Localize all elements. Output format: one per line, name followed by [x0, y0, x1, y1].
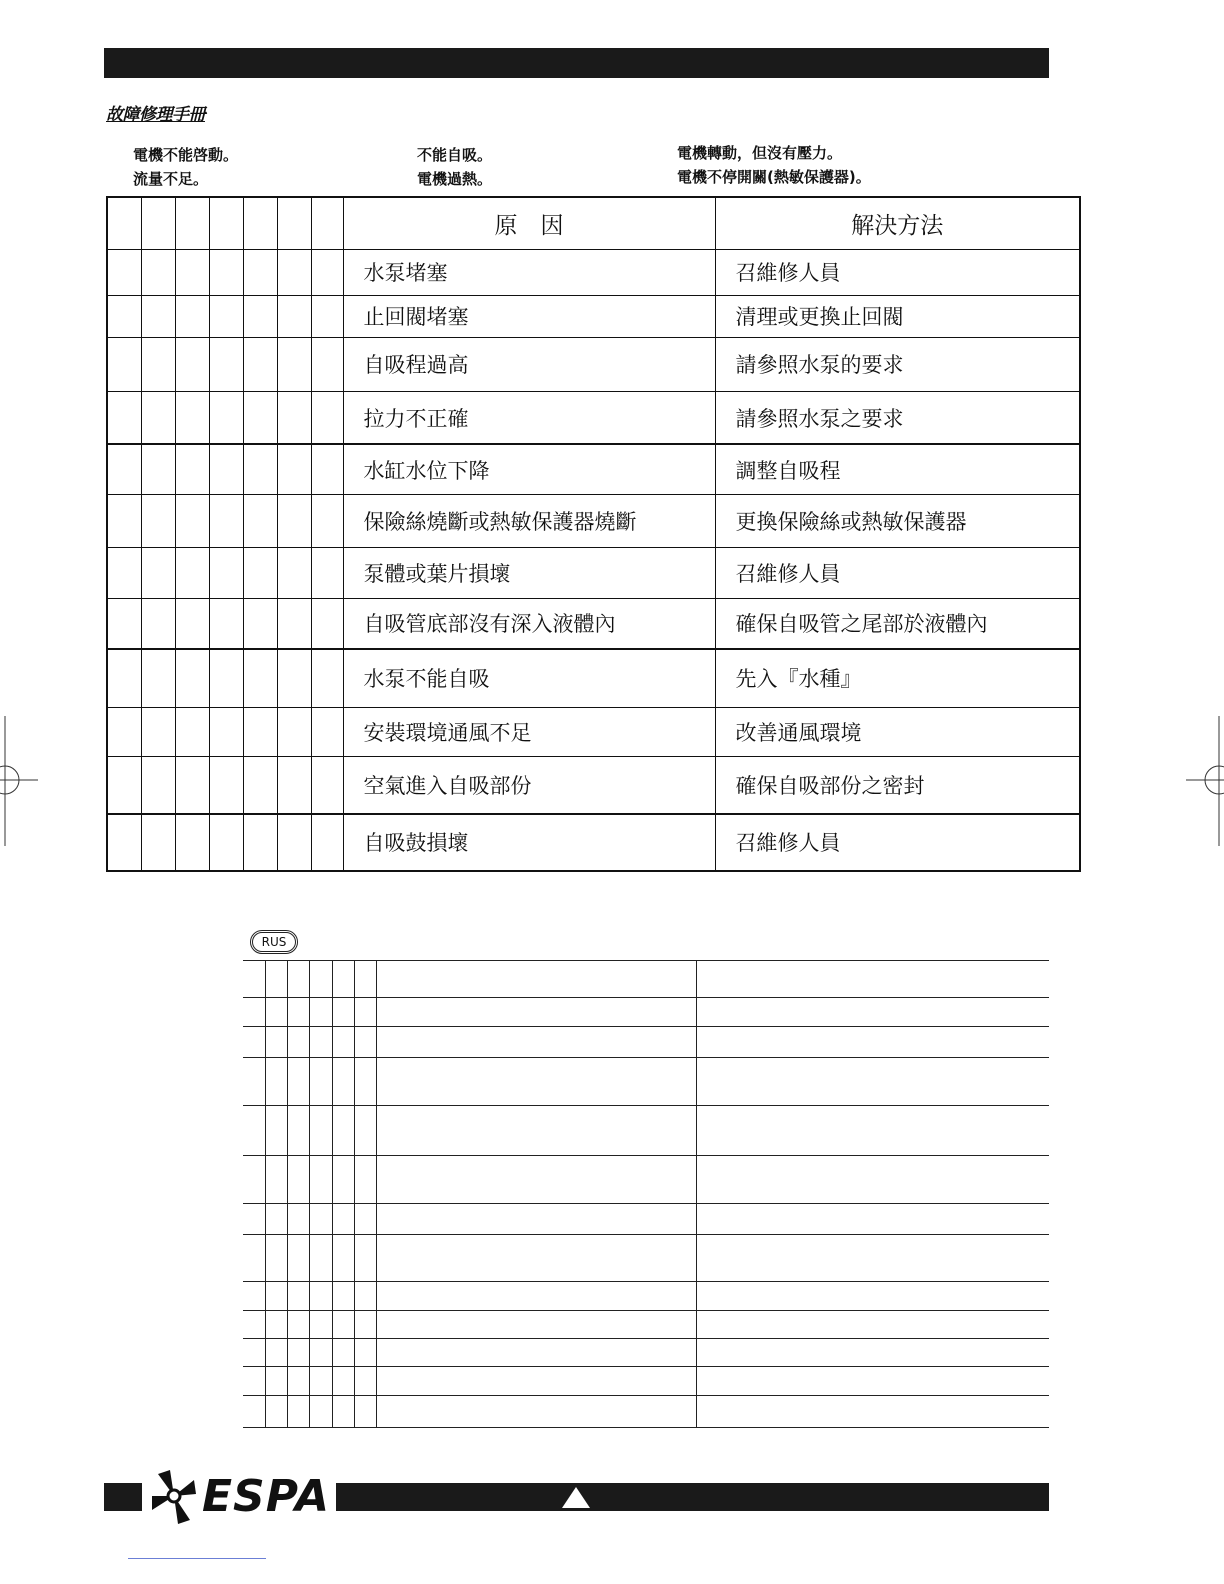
- legend-item: 不能自吸。: [417, 146, 493, 164]
- header-bar: [104, 48, 1049, 78]
- table-row: [243, 1058, 1049, 1106]
- solution-cell: 召維修人員: [715, 547, 1080, 598]
- table-row: [243, 1235, 1049, 1282]
- solution-cell: 確保自吸部份之密封: [715, 757, 1080, 814]
- crop-mark-left-icon: [0, 716, 38, 846]
- cause-cell: 空氣進入自吸部份: [343, 757, 715, 814]
- cause-cell: 自吸管底部沒有深入液體內: [343, 599, 715, 649]
- legend-item: 流量不足。: [133, 170, 209, 188]
- table-row: [107, 337, 1080, 391]
- legend-item: 電機不停開關(熱敏保護器)。: [677, 168, 871, 186]
- cause-cell: 安裝環境通風不足: [343, 708, 715, 757]
- print-mark-line: [128, 1558, 266, 1559]
- legend-column-3: [677, 141, 871, 189]
- table-row: [243, 1396, 1049, 1428]
- solution-cell: 請參照水泵的要求: [715, 337, 1080, 391]
- table-row: [243, 1204, 1049, 1235]
- rus-badge-label: RUS: [252, 932, 296, 952]
- legend-column-2: [417, 143, 492, 191]
- footer-left-block: [104, 1483, 142, 1511]
- table-row: [107, 295, 1080, 337]
- footer-bar: [336, 1483, 1049, 1511]
- cause-header: 原 因: [343, 197, 715, 249]
- solution-cell: 調整自吸程: [715, 444, 1080, 494]
- rus-language-badge: [250, 930, 298, 954]
- cause-cell: 拉力不正確: [343, 391, 715, 444]
- cause-cell: 止回閥堵塞: [343, 295, 715, 337]
- solution-cell: 清理或更換止回閥: [715, 295, 1080, 337]
- cause-cell: 泵體或葉片損壞: [343, 547, 715, 598]
- table-row: [107, 757, 1080, 814]
- solution-cell: 改善通風環境: [715, 708, 1080, 757]
- table-row: [243, 1339, 1049, 1367]
- table-row: [243, 1027, 1049, 1058]
- cause-cell: 保險絲燒斷或熱敏保護器燒斷: [343, 494, 715, 547]
- rus-empty-table: [243, 960, 1049, 1428]
- table-row: [107, 649, 1080, 708]
- page-marker-triangle-icon: [560, 1485, 592, 1509]
- cause-cell: 水泵不能自吸: [343, 649, 715, 708]
- solution-cell: 確保自吸管之尾部於液體內: [715, 599, 1080, 649]
- table-row: [107, 547, 1080, 598]
- table-row: [107, 599, 1080, 649]
- legend-item: 電機不能啓動。: [133, 146, 239, 164]
- legend-item: 電機轉動，但沒有壓力。: [677, 144, 843, 162]
- troubleshooting-table: [106, 196, 1081, 872]
- table-row: [243, 1367, 1049, 1396]
- table-row: [243, 1106, 1049, 1156]
- solution-cell: 召維修人員: [715, 249, 1080, 295]
- table-row: [107, 249, 1080, 295]
- table-row: [107, 391, 1080, 444]
- table-row: [243, 998, 1049, 1027]
- solution-cell: 請參照水泵之要求: [715, 391, 1080, 444]
- espa-logo: [150, 1466, 330, 1526]
- table-row: [107, 708, 1080, 757]
- cause-cell: 水泵堵塞: [343, 249, 715, 295]
- cause-cell: 自吸程過高: [343, 337, 715, 391]
- espa-swirl-icon: [150, 1466, 198, 1526]
- table-header-row: [107, 197, 1080, 249]
- table-row: [107, 444, 1080, 494]
- solution-header: 解決方法: [715, 197, 1080, 249]
- table-row: [243, 1156, 1049, 1204]
- solution-cell: 召維修人員: [715, 814, 1080, 871]
- table-row: [243, 1311, 1049, 1339]
- manual-title: 故障修理手冊: [106, 105, 205, 125]
- solution-cell: 更換保險絲或熱敏保護器: [715, 494, 1080, 547]
- solution-cell: 先入『水種』: [715, 649, 1080, 708]
- brand-name: ESPA: [202, 1470, 331, 1522]
- cause-cell: 自吸鼓損壞: [343, 814, 715, 871]
- crop-mark-right-icon: [1186, 716, 1224, 846]
- legend-column-1: [133, 143, 238, 191]
- table-row: [243, 961, 1049, 998]
- cause-cell: 水缸水位下降: [343, 444, 715, 494]
- table-row: [107, 814, 1080, 871]
- legend-item: 電機過熱。: [417, 170, 493, 188]
- table-row: [243, 1282, 1049, 1311]
- table-row: [107, 494, 1080, 547]
